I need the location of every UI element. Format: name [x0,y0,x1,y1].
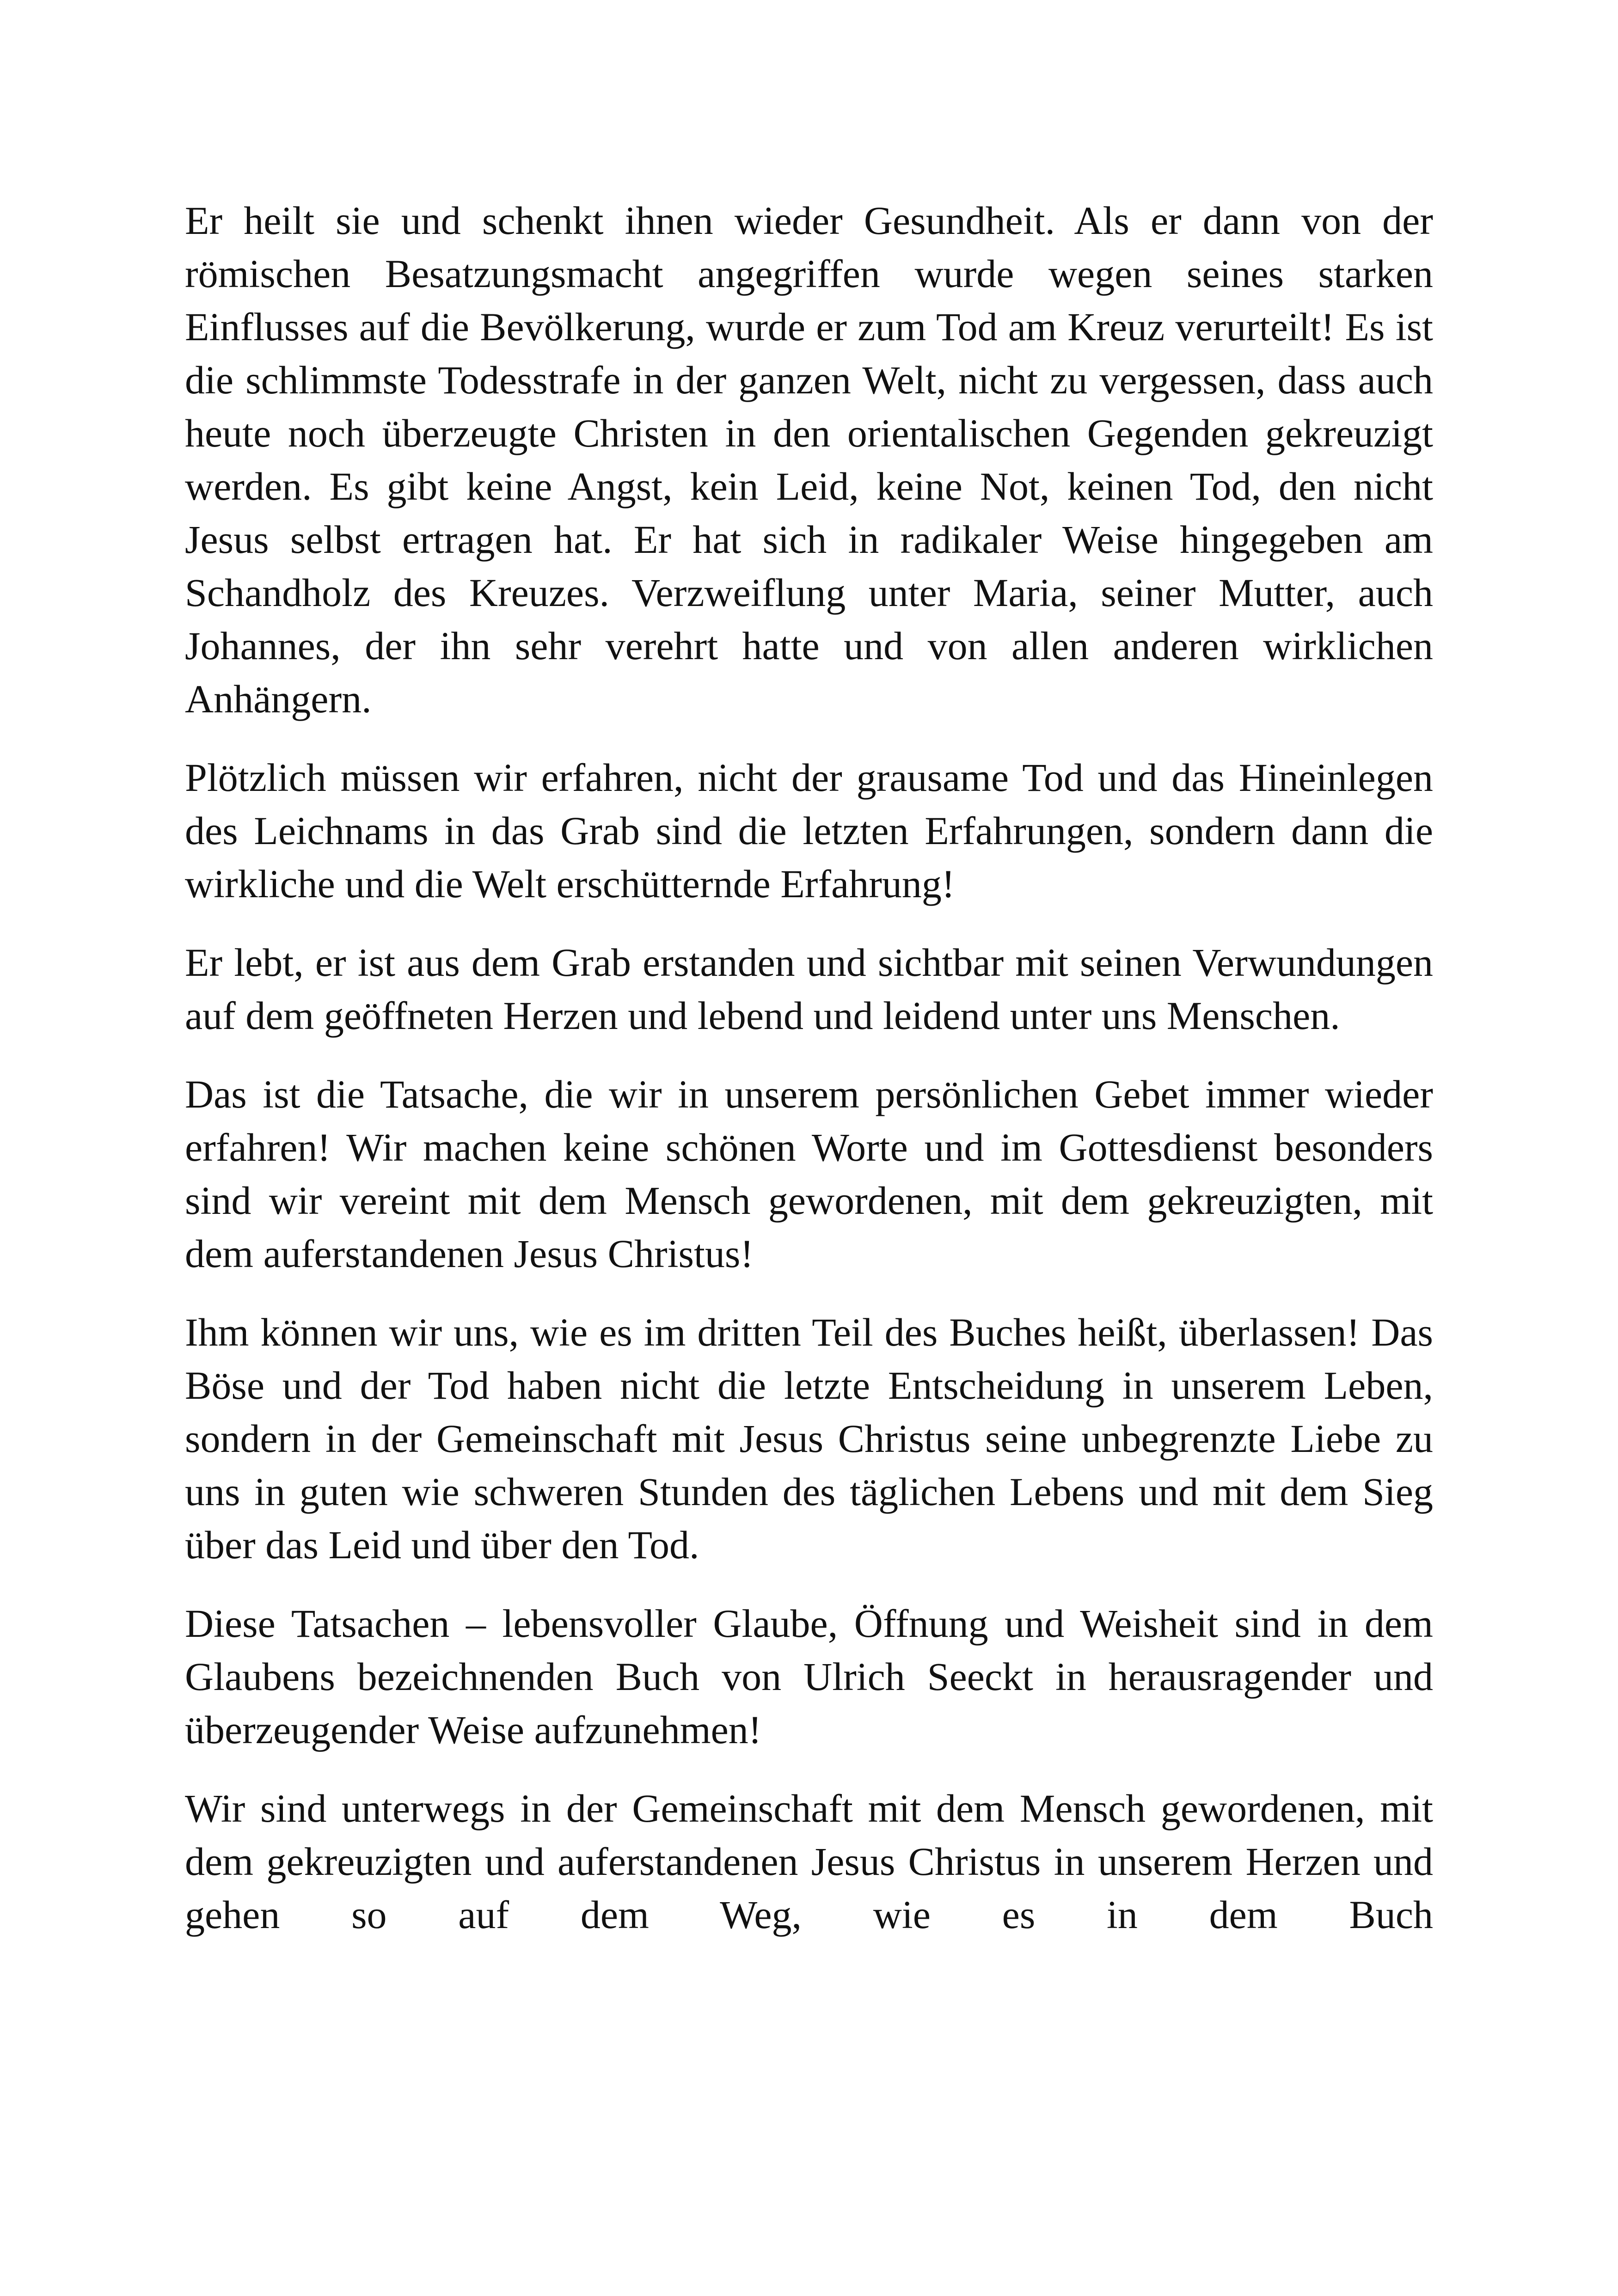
paragraph-2: Plötzlich müssen wir erfahren, nicht der grausame Tod und das Hineinlegen des Leichnams in das Grab sind die letzten Erfahrungen, sondern dann die wirkliche und die Welt erschütternde Erfahrung! [185,755,1433,906]
paragraph-5: Ihm können wir uns, wie es im dritten Teil des Buches heißt, überlassen! Das Böse und der Tod haben nicht die letzte Entscheidung in unserem Leben, sondern in der Gemeinschaft mit Jesus Christus seine unbegrenzte Liebe zu uns in guten wie schweren Stunden des täglichen Lebens und mit dem Sieg über das Leid und über den Tod. [185,1310,1433,1567]
paragraph-7: Wir sind unterwegs in der Gemeinschaft mit dem Mensch gewordenen, mit dem gekreuzigten und auferstandenen Jesus Christus in unserem Herzen und gehen so auf dem Weg, wie es in dem Buch [185,1786,1433,1937]
paragraph-3: Er lebt, er ist aus dem Grab erstanden und sichtbar mit seinen Verwundungen auf dem geöffneten Herzen und lebend und leidend unter uns Menschen. [185,940,1433,1038]
paragraph-4: Das ist die Tatsache, die wir in unserem persönlichen Gebet immer wieder erfahren! Wir machen keine schönen Worte und im Gottesdienst besonders sind wir vereint mit dem Mensch gewordenen, mit dem gekreuzigten, mit dem auferstandenen Jesus Christus! [185,1072,1433,1276]
paragraph-1: Er heilt sie und schenkt ihnen wieder Gesundheit. Als er dann von der römischen Besatzungsmacht angegriffen wurde wegen seines starken Einflusses auf die Bevölkerung, wurde er zum Tod am Kreuz verurteilt! Es ist die schlimmste Todesstrafe in der ganzen Welt, nicht zu vergessen, dass auch heute noch überzeugte Christen in den orientalischen Gegenden gekreuzigt werden. Es gibt keine Angst, kein Leid, keine Not, keinen Tod, den nicht Jesus selbst ertragen hat. Er hat sich in radikaler Weise hingegeben am Schandholz des Kreuzes. Verzweiflung unter Maria, seiner Mutter, auch Johannes, der ihn sehr verehrt hatte und von allen anderen wirklichen Anhängern. [185,198,1433,721]
body-text [185,194,1433,1967]
paragraph-6: Diese Tatsachen – lebensvoller Glaube, Öffnung und Weisheit sind in dem Glaubens bezeichnenden Buch von Ulrich Seeckt in herausragender und überzeugender Weise aufzunehmen! [185,1601,1433,1752]
